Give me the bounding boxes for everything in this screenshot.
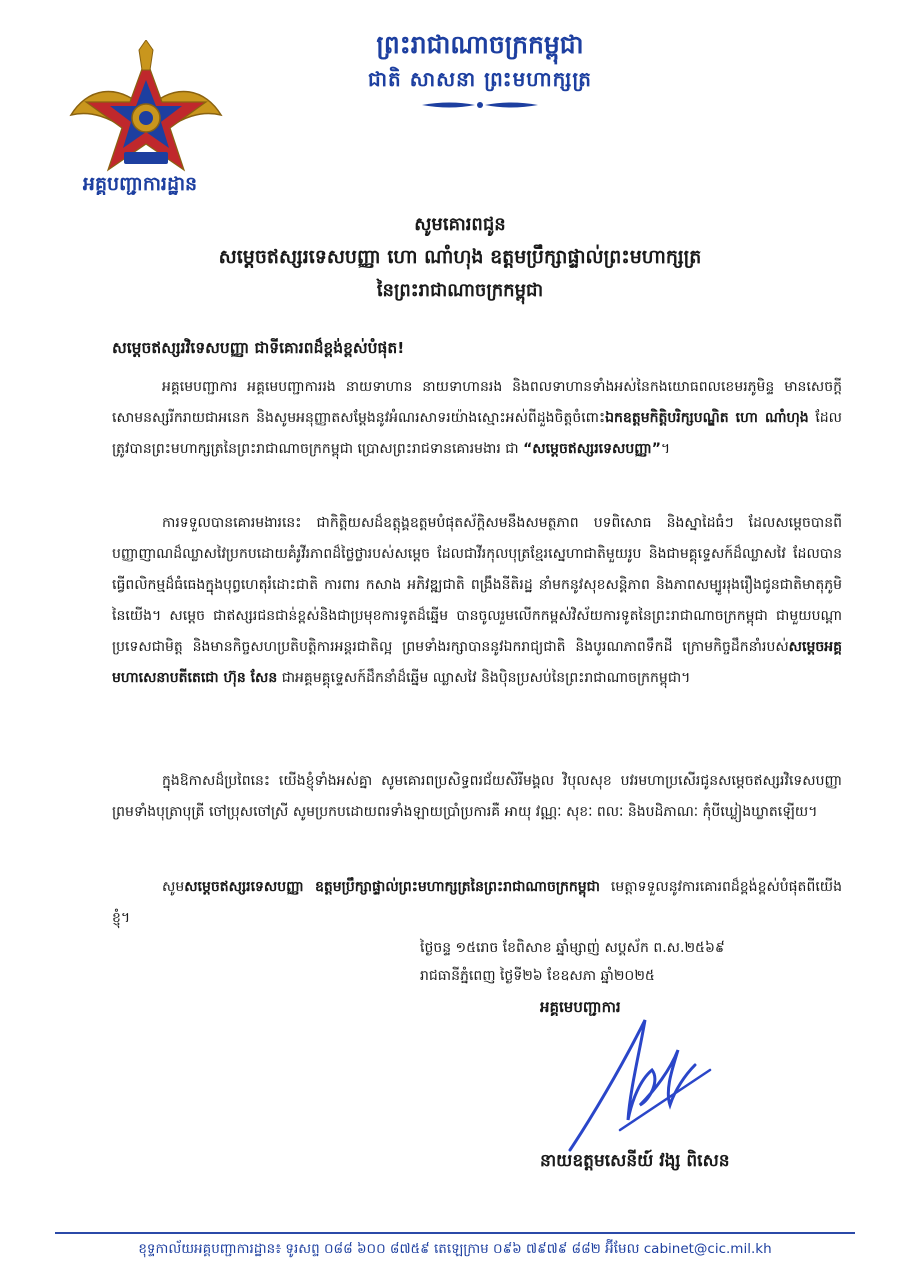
paragraph-1 <box>112 372 842 465</box>
footer-divider <box>55 1232 855 1234</box>
unit-name: អគ្គបញ្ជាការដ្ឋាន <box>82 173 198 195</box>
addressee-title <box>60 208 860 307</box>
paragraph-3-text: ក្នុងឱកាសដ៏ប្រពៃនេះ យើងខ្ញុំទាំងអស់គ្នា សូមគោរពប្រសិទ្ធពរជ័យសិរីមង្គល វិបុលសុខ បវរមហាប្រសើរជូនសម្តេចឥស្សរវិទេសបញ្ញា ព្រមទាំងបុត្រាបុត្រី ចៅប្រុសចៅស្រី សូមប្រកបដោយពរទាំងឡាយប្រាំប្រការគឺ អាយុ វណ្ណៈ សុខៈ ពលៈ និងបដិភាណៈ កុំបីឃ្លៀងឃ្លាតឡើយ។ <box>112 773 842 820</box>
title-line-2: សម្តេចឥស្សរទេសបញ្ញា ហោ ណាំហុង ឧត្តមប្រឹក្សាផ្ទាល់ព្រះមហាក្សត្រ <box>218 246 702 268</box>
paragraph-2 <box>112 508 842 694</box>
salutation: សម្តេចឥស្សរវិទេសបញ្ញា ជាទីគោរពដ៏ខ្ពង់ខ្ពស់បំផុត! <box>112 339 405 357</box>
paragraph-3 <box>112 766 842 828</box>
signatory-name: នាយឧត្តមសេនីយ៍ វង្ស ពិសេន <box>540 1151 730 1171</box>
title-line-3: នៃព្រះរាជាណាចក្រកម្ពុជា <box>376 280 544 301</box>
paragraph-1-bold-name: ឯកឧត្តមកិត្តិបរិក្សបណ្ឌិត ហោ ណាំហុង <box>605 410 809 426</box>
paragraph-4 <box>112 872 842 934</box>
paragraph-2-bold-name: សម្តេចអគ្គមហាសេនាបតីតេជោ ហ៊ុន សែន <box>112 639 842 686</box>
paragraph-1-text-c: ដែលត្រូវបានព្រះមហាក្សត្រនៃព្រះរាជាណាចក្រកម្ពុជា ប្រោសព្រះរាជទានគោរមងារ ជា <box>112 410 842 457</box>
national-motto: ជាតិ សាសនា ព្រះមហាក្សត្រ <box>368 67 592 91</box>
lunar-date: ថ្ងៃចន្ទ ១៥រោច ខែពិសាខ ឆ្នាំម្សាញ់ សប្តស័ក ព.ស.២៥៦៩ <box>420 940 725 956</box>
paragraph-1-text-a: អគ្គមេបញ្ជាការ អគ្គមេបញ្ជាការរង នាយទាហាន នាយទាហានរង និងពលទាហានទាំងអស់នៃកងយោធពលខេមរភូមិន្ទ មានសេចក្តីសោមនស្សរីករាយជាអនេក និងសូមអនុញ្ញាតសម្តែងនូវអំណរសាទរយ៉ាងស្មោះអស់ពីដួងចិត្តចំពោះ <box>112 379 842 426</box>
paragraph-4-text-a: សូម <box>162 879 185 895</box>
military-emblem-icon <box>66 40 226 180</box>
solar-date: រាជធានីភ្នំពេញ ថ្ងៃទី២៦ ខែឧសភា ឆ្នាំ២០២៥ <box>420 968 655 984</box>
paragraph-4-bold-title: សម្តេចឥស្សរទេសបញ្ញា ឧត្តមប្រឹក្សាផ្ទាល់ព្រះមហាក្សត្រនៃព្រះរាជាណាចក្រកម្ពុជា <box>184 879 600 895</box>
footer-contact: ខុទ្ទកាល័យអគ្គបញ្ជាការដ្ឋាន៖ ទូរសព្ទ ០៨៨ ៦០០ ៨៧៥៩ តេឡេក្រាម ០៩៦ ៧៩៧៩ ៨៨២ អ៊ីមែល cabinet@cic.mil.kh <box>138 1241 772 1257</box>
paragraph-2-text-c: ជាអគ្គមគ្គុទ្ទេសក៍ដឹកនាំដ៏ឆ្នើម ឈ្លាសវៃ និងប៉ិនប្រសប់នៃព្រះរាជាណាចក្រកម្ពុជា។ <box>277 670 691 686</box>
title-line-1: សូមគោរពជូន <box>414 214 506 235</box>
paragraph-1-text-e: ។ <box>660 441 671 457</box>
signatory-title: អគ្គមេបញ្ជាការ <box>540 998 621 1016</box>
handwritten-signature-icon <box>560 1010 720 1160</box>
divider-ornament-icon <box>420 98 540 112</box>
paragraph-4-text-c: មេត្តាទទួលនូវការគោរពដ៏ខ្ពង់ខ្ពស់បំផុតពីយើងខ្ញុំ។ <box>112 879 842 926</box>
paragraph-2-text-a: ការទទួលបានគោរមងារនេះ ជាកិត្តិយសដ៏ឧត្តុង្គឧត្តមបំផុតស័ក្តិសមនឹងសមត្ថភាព បទពិសោធ និងស្នាដៃធំៗ ដែលសម្តេចបានពីបញ្ញាញាណដ៏ឈ្លាសវៃប្រកបដោយគំរូវីរភាពដ៏ថ្លៃថ្លារបស់សម្តេច ដែលជាវីរកុលបុត្រខ្មែរស្នេហាជាតិមួយរូប និងជាមគ្គុទ្ទេសក៍ដ៏ឈ្លាសវៃ ដែលបានធ្វើពលិកម្មដ៏ធំធេងក្នុងបុព្វហេតុរំដោះជាតិ ការពារ កសាង អភិវឌ្ឍជាតិ ពង្រឹងនីតិរដ្ឋ នាំមកនូវសុខសន្តិភាព និងភាពសម្បូររុងរឿងជូនជាតិមាតុភូមិនៃយើង។ សម្តេច ជាឥស្សរជនជាន់ខ្ពស់និងជាប្រមុខការទូតដ៏ឆ្នើម បានចូលរួមលើកកម្ពស់វិស័យការទូតនៃព្រះរាជាណាចក្រកម្ពុជា ជាមួយបណ្តាប្រទេសជាមិត្ត និងមានកិច្ចសហប្រតិបត្តិការអន្តរជាតិល្អ ព្រមទាំងរក្សាបាននូវឯករាជ្យជាតិ និងបូរណភាពទឹកដី ក្រោមកិច្ចដឹកនាំរបស់ <box>112 515 842 655</box>
kingdom-name: ព្រះរាជាណាចក្រកម្ពុជា <box>376 30 584 59</box>
paragraph-1-bold-title: “សម្តេចឥស្សរទេសបញ្ញា” <box>523 441 661 457</box>
